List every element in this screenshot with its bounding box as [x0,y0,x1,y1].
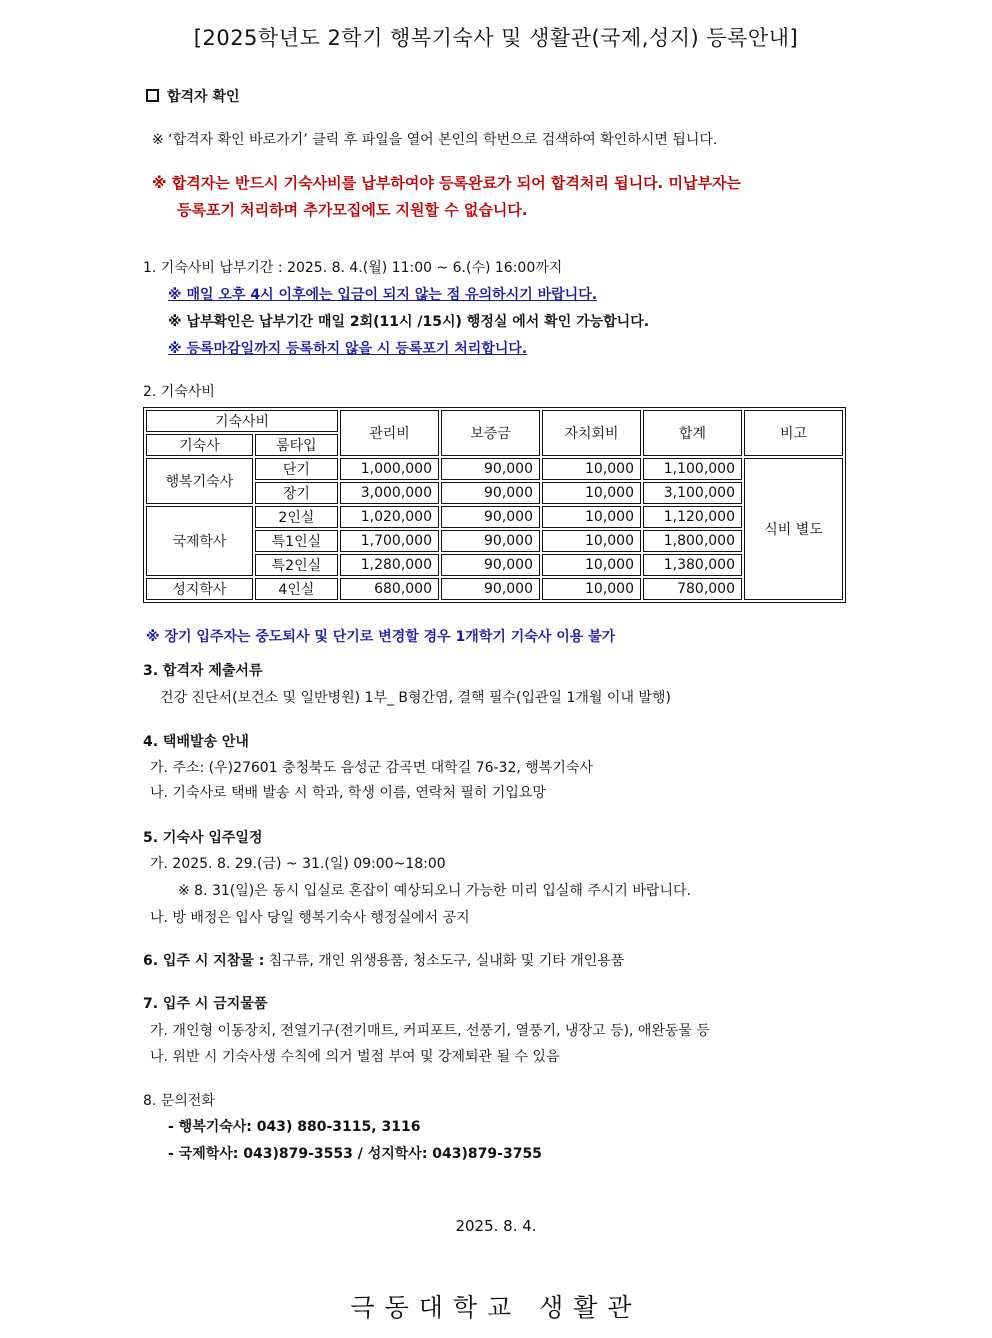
header-group-fee: 기숙사비 [146,410,338,432]
fee-table [143,407,846,603]
mgmt-cell: 1,280,000 [340,554,439,576]
room-assignment-note: 나. 방 배정은 입사 당일 행복기숙사 행정실에서 공지 [150,910,470,926]
total-cell: 3,100,000 [643,482,742,504]
payment-note-2: ※ 납부확인은 납부기간 매일 2회(11시 /15시) 행정실 에서 확인 가능합니다. [168,314,650,330]
mgmt-cell: 680,000 [340,578,439,600]
payment-note-3: ※ 등록마감일까지 등록하지 않을 시 등록포기 처리합니다. [168,341,528,357]
contact-happy-dorm: - 행복기숙사: 043) 880-3115, 3116 [168,1119,421,1135]
total-cell: 1,380,000 [643,554,742,576]
header-total: 합계 [643,410,742,456]
page-title: [2025학년도 2학기 행복기숙사 및 생활관(국제,성지) 등록안내] [193,26,799,50]
note-cell: 식비 별도 [744,458,843,600]
table-row [146,458,843,480]
move-in-note: ※ 8. 31(일)은 동시 입실로 혼잡이 예상되오니 가능한 미리 입실해 주시기 바랍니다. [178,883,691,899]
total-cell: 780,000 [643,578,742,600]
council-cell: 10,000 [542,458,641,480]
deposit-cell: 90,000 [441,554,540,576]
items-text: 침구류, 개인 위생용품, 청소도구, 실내화 및 기타 개인용품 [264,953,625,969]
pass-check-note: ※ ‘합격자 확인 바로가기’ 클릭 후 파일을 열어 본인의 학번으로 검색하여 확인하시면 됩니다. [152,132,718,148]
room-cell: 특1인실 [255,530,338,552]
payment-note-1: ※ 매일 오후 4시 이후에는 입금이 되지 않는 점 유의하시기 바랍니다. [168,287,598,303]
payment-period-heading: 1. 기숙사비 납부기간 : 2025. 8. 4.(월) 11:00 ~ 6.(수) 16:00까지 [143,260,563,276]
fee-heading: 2. 기숙사비 [143,384,215,400]
long-term-note: ※ 장기 입주자는 중도퇴사 및 단기로 변경할 경우 1개학기 기숙사 이용 불가 [146,629,616,645]
violation-note: 나. 위반 시 기숙사생 수칙에 의거 벌점 부여 및 강제퇴관 될 수 있음 [150,1049,560,1065]
documents-line: 건강 진단서(보건소 및 일반병원) 1부_ B형간염, 결핵 필수(입관일 1개월 이내 발행) [160,690,671,706]
header-deposit: 보증금 [441,410,540,456]
move-in-date: 가. 2025. 8. 29.(금) ~ 31.(일) 09:00~18:00 [150,856,446,872]
mgmt-cell: 1,020,000 [340,506,439,528]
section-pass-check-heading [146,86,240,106]
table-header-row [146,410,843,432]
prohibited-heading: 7. 입주 시 금지물품 [143,996,268,1012]
room-cell: 4인실 [255,578,338,600]
organization-name: 극동대학교 생활관 [350,1293,642,1322]
deposit-cell: 90,000 [441,482,540,504]
section-heading-text: 합격자 확인 [167,89,240,105]
total-cell: 1,120,000 [643,506,742,528]
move-in-heading: 5. 기숙사 입주일정 [143,830,263,846]
table-row [146,506,843,528]
deposit-cell: 90,000 [441,458,540,480]
council-cell: 10,000 [542,530,641,552]
delivery-address: 가. 주소: (우)27601 충청북도 음성군 감곡면 대학길 76-32, 행복기숙사 [150,760,593,776]
documents-heading: 3. 합격자 제출서류 [143,663,263,679]
council-cell: 10,000 [542,554,641,576]
issue-date: 2025. 8. 4. [455,1217,537,1235]
total-cell: 1,100,000 [643,458,742,480]
header-note: 비고 [744,410,843,456]
dorm-cell: 성지학사 [146,578,253,600]
room-cell: 장기 [255,482,338,504]
mgmt-cell: 1,000,000 [340,458,439,480]
prohibited-items: 가. 개인형 이동장치, 전열기구(전기매트, 커피포트, 선풍기, 열풍기, 냉장고 등), 애완동물 등 [150,1023,710,1039]
deposit-cell: 90,000 [441,530,540,552]
items-heading: 6. 입주 시 지참물 : [143,953,265,969]
header-room: 룸타입 [255,434,338,456]
dorm-cell: 행복기숙사 [146,458,253,504]
delivery-note: 나. 기숙사로 택배 발송 시 학과, 학생 이름, 연락처 필히 기입요망 [150,785,546,801]
items-to-bring [143,950,624,970]
delivery-heading: 4. 택배발송 안내 [143,734,249,750]
payment-warning-line-2: 등록포기 처리하며 추가모집에도 지원할 수 없습니다. [177,201,528,219]
mgmt-cell: 1,700,000 [340,530,439,552]
total-cell: 1,800,000 [643,530,742,552]
mgmt-cell: 3,000,000 [340,482,439,504]
council-cell: 10,000 [542,506,641,528]
deposit-cell: 90,000 [441,506,540,528]
council-cell: 10,000 [542,482,641,504]
deposit-cell: 90,000 [441,578,540,600]
payment-warning-line-1: ※ 합격자는 반드시 기숙사비를 납부하여야 등록완료가 되어 합격처리 됩니다. 미납부자는 [152,174,741,192]
dorm-cell: 국제학사 [146,506,253,576]
table-row [146,578,843,600]
room-cell: 2인실 [255,506,338,528]
header-dorm: 기숙사 [146,434,253,456]
contact-intl-seongji: - 국제학사: 043)879-3553 / 성지학사: 043)879-3755 [168,1146,542,1162]
room-cell: 특2인실 [255,554,338,576]
header-council: 자치회비 [542,410,641,456]
room-cell: 단기 [255,458,338,480]
council-cell: 10,000 [542,578,641,600]
header-mgmt: 관리비 [340,410,439,456]
checkbox-icon [146,89,159,102]
contact-heading: 8. 문의전화 [143,1093,215,1109]
